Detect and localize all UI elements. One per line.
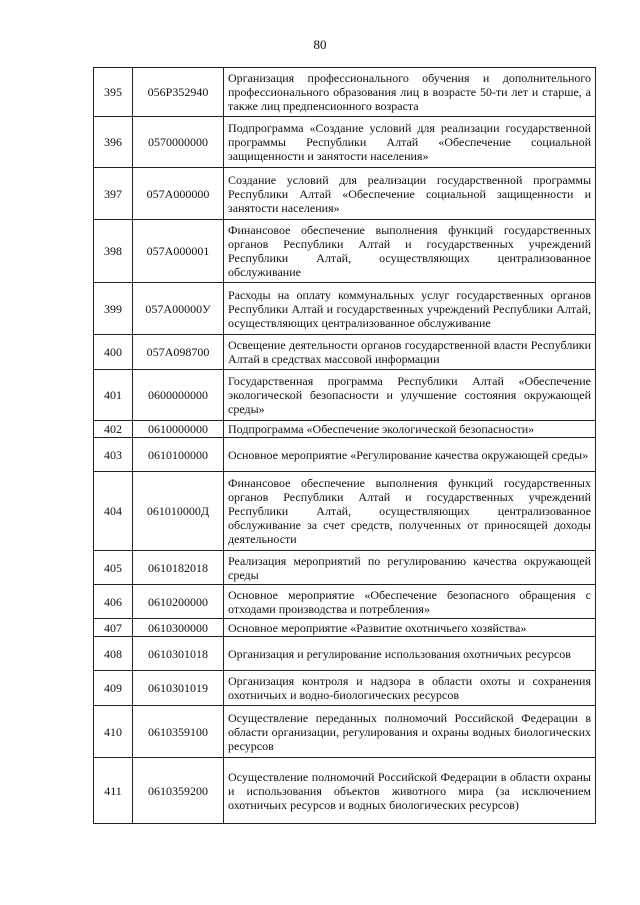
description-cell: Основное мероприятие «Регулирование качества окружающей среды» bbox=[224, 438, 596, 472]
code-cell: 057А00000У bbox=[133, 283, 224, 335]
description-cell: Создание условий для реализации государственной программы Республики Алтай «Обеспечение социальной защищенности и занятости населения» bbox=[224, 168, 596, 220]
table-row bbox=[94, 283, 596, 335]
description-cell: Организация и регулирование использования охотничьих ресурсов bbox=[224, 637, 596, 671]
row-number-cell: 401 bbox=[94, 370, 133, 421]
code-cell: 057А098700 bbox=[133, 335, 224, 370]
code-cell: 0610000000 bbox=[133, 421, 224, 438]
row-number-cell: 411 bbox=[94, 758, 133, 824]
page-number: 80 bbox=[313, 37, 327, 52]
description-cell: Основное мероприятие «Обеспечение безопасного обращения с отходами производства и потребления» bbox=[224, 585, 596, 619]
code-cell: 0610300000 bbox=[133, 619, 224, 637]
row-number-cell: 405 bbox=[94, 551, 133, 585]
row-number-cell: 406 bbox=[94, 585, 133, 619]
table-row bbox=[94, 671, 596, 706]
description-cell: Расходы на оплату коммунальных услуг государственных органов Республики Алтай и государственных учреждений Республики Алтай, осуществляющих централизованное обслуживание bbox=[224, 283, 596, 335]
code-cell: 0610359100 bbox=[133, 706, 224, 758]
code-cell: 056Р352940 bbox=[133, 68, 224, 117]
row-number-cell: 397 bbox=[94, 168, 133, 220]
code-cell: 0610301018 bbox=[133, 637, 224, 671]
table-row bbox=[94, 370, 596, 421]
table-row bbox=[94, 68, 596, 117]
table-row bbox=[94, 220, 596, 283]
table-row bbox=[94, 472, 596, 551]
code-cell: 0570000000 bbox=[133, 117, 224, 168]
row-number-cell: 398 bbox=[94, 220, 133, 283]
description-cell: Финансовое обеспечение выполнения функций государственных органов Республики Алтай и государственных учреждений Республики Алтай, осуществляющих централизованное обслуживание за счет средств, полученных от приносящей доходы деятельности bbox=[224, 472, 596, 551]
table-row bbox=[94, 421, 596, 438]
table-row bbox=[94, 551, 596, 585]
row-number-cell: 399 bbox=[94, 283, 133, 335]
table-row bbox=[94, 168, 596, 220]
description-cell: Основное мероприятие «Развитие охотничьего хозяйства» bbox=[224, 619, 596, 637]
code-cell: 057А000001 bbox=[133, 220, 224, 283]
code-cell: 0610100000 bbox=[133, 438, 224, 472]
description-cell: Осуществление полномочий Российской Федерации в области охраны и использования объектов животного мира (за исключением охотничьих ресурсов и водных биологических ресурсов) bbox=[224, 758, 596, 824]
description-cell: Организация контроля и надзора в области охоты и сохранения охотничьих и водно-биологических ресурсов bbox=[224, 671, 596, 706]
row-number-cell: 408 bbox=[94, 637, 133, 671]
code-cell: 061010000Д bbox=[133, 472, 224, 551]
row-number-cell: 404 bbox=[94, 472, 133, 551]
code-cell: 0600000000 bbox=[133, 370, 224, 421]
budget-classification-table bbox=[93, 67, 596, 824]
code-cell: 0610200000 bbox=[133, 585, 224, 619]
row-number-cell: 402 bbox=[94, 421, 133, 438]
description-cell: Подпрограмма «Создание условий для реализации государственной программы Республики Алтай «Обеспечение социальной защищенности и занятости населения» bbox=[224, 117, 596, 168]
description-cell: Финансовое обеспечение выполнения функций государственных органов Республики Алтай и государственных учреждений Республики Алтай, осуществляющих централизованное обслуживание bbox=[224, 220, 596, 283]
code-cell: 057А000000 bbox=[133, 168, 224, 220]
row-number-cell: 409 bbox=[94, 671, 133, 706]
description-cell: Реализация мероприятий по регулированию качества окружающей среды bbox=[224, 551, 596, 585]
table-row bbox=[94, 637, 596, 671]
description-cell: Организация профессионального обучения и дополнительного профессионального образования лиц в возрасте 50-ти лет и старше, а также лиц предпенсионного возраста bbox=[224, 68, 596, 117]
description-cell: Подпрограмма «Обеспечение экологической безопасности» bbox=[224, 421, 596, 438]
description-cell: Государственная программа Республики Алтай «Обеспечение экологической безопасности и улучшение состояния окружающей среды» bbox=[224, 370, 596, 421]
code-cell: 0610182018 bbox=[133, 551, 224, 585]
table-row bbox=[94, 335, 596, 370]
code-cell: 0610301019 bbox=[133, 671, 224, 706]
table-row bbox=[94, 585, 596, 619]
table-row bbox=[94, 706, 596, 758]
row-number-cell: 400 bbox=[94, 335, 133, 370]
table-row bbox=[94, 117, 596, 168]
description-cell: Освещение деятельности органов государственной власти Республики Алтай в средствах массовой информации bbox=[224, 335, 596, 370]
row-number-cell: 403 bbox=[94, 438, 133, 472]
table-row bbox=[94, 758, 596, 824]
row-number-cell: 407 bbox=[94, 619, 133, 637]
table-row bbox=[94, 438, 596, 472]
row-number-cell: 410 bbox=[94, 706, 133, 758]
row-number-cell: 396 bbox=[94, 117, 133, 168]
row-number-cell: 395 bbox=[94, 68, 133, 117]
code-cell: 0610359200 bbox=[133, 758, 224, 824]
table-row bbox=[94, 619, 596, 637]
description-cell: Осуществление переданных полномочий Российской Федерации в области организации, регулирования и охраны водных биологических ресурсов bbox=[224, 706, 596, 758]
